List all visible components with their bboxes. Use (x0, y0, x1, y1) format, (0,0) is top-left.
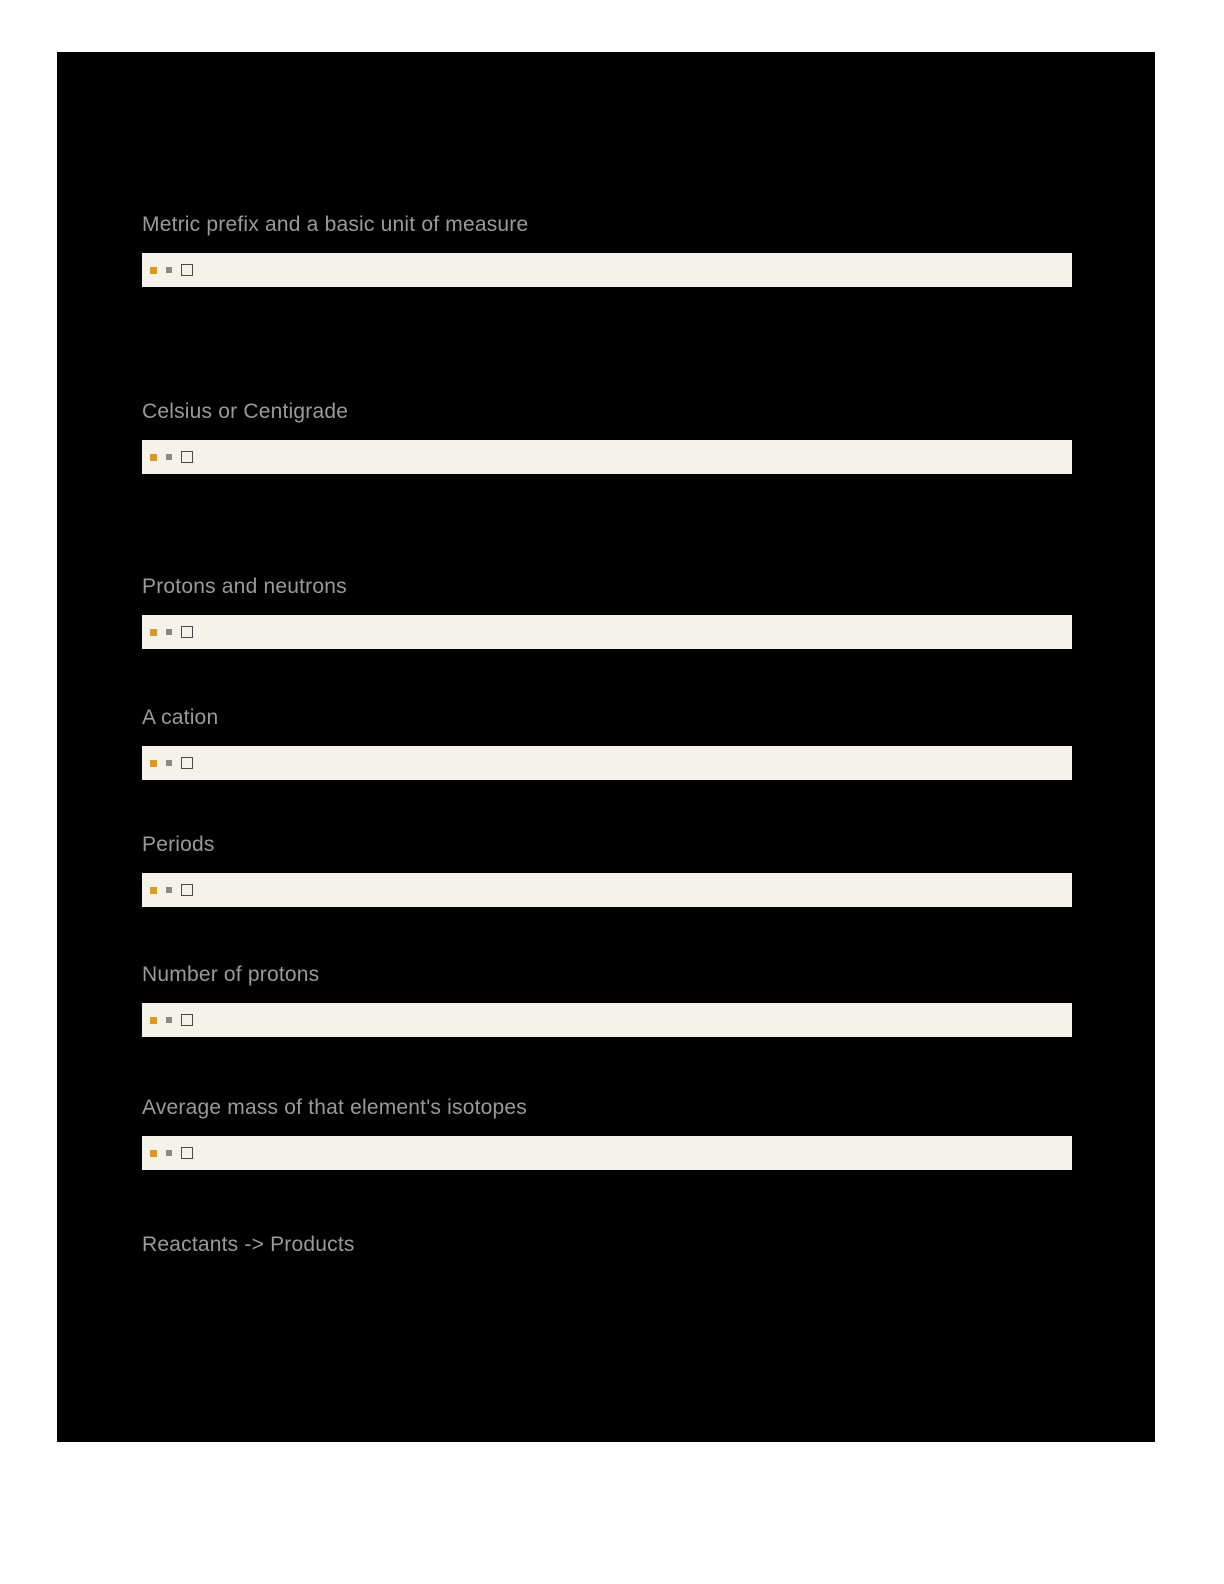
question-block (142, 399, 1072, 474)
question-label: Metric prefix and a basic unit of measure (142, 213, 529, 236)
square-filled-orange-icon (150, 760, 157, 767)
top-spacer (142, 52, 1072, 212)
question-block (142, 705, 1072, 780)
square-outline-icon (181, 626, 193, 638)
square-outline-icon (181, 1014, 193, 1026)
spacer (142, 474, 1072, 574)
spacer (142, 780, 1072, 832)
answer-field[interactable] (142, 1003, 1072, 1037)
question-label: Protons and neutrons (142, 575, 347, 598)
answer-field[interactable] (142, 873, 1072, 907)
square-filled-orange-icon (150, 267, 157, 274)
square-filled-grey-icon (166, 760, 172, 766)
square-outline-icon (181, 1147, 193, 1159)
square-outline-icon (181, 884, 193, 896)
question-block (142, 1095, 1072, 1170)
square-outline-icon (181, 451, 193, 463)
answer-field[interactable] (142, 1136, 1072, 1170)
answer-field[interactable] (142, 746, 1072, 780)
question-block (142, 574, 1072, 649)
square-filled-orange-icon (150, 1017, 157, 1024)
question-label: Average mass of that element's isotopes (142, 1096, 527, 1119)
answer-field[interactable] (142, 615, 1072, 649)
spacer (142, 287, 1072, 399)
spacer (142, 649, 1072, 705)
spacer (142, 1037, 1072, 1095)
square-filled-orange-icon (150, 887, 157, 894)
square-filled-orange-icon (150, 1150, 157, 1157)
square-filled-grey-icon (166, 629, 172, 635)
square-outline-icon (181, 757, 193, 769)
question-block (142, 832, 1072, 907)
question-label: A cation (142, 706, 219, 729)
answer-field[interactable] (142, 440, 1072, 474)
square-filled-grey-icon (166, 454, 172, 460)
document-dark-panel (57, 52, 1155, 1442)
question-block (142, 212, 1072, 287)
square-filled-orange-icon (150, 454, 157, 461)
square-filled-grey-icon (166, 267, 172, 273)
spacer (142, 1170, 1072, 1232)
question-label: Number of protons (142, 963, 320, 986)
question-block (142, 962, 1072, 1037)
question-list (142, 52, 1072, 1258)
question-label: Reactants -> Products (142, 1233, 355, 1256)
square-filled-grey-icon (166, 887, 172, 893)
question-label: Periods (142, 833, 215, 856)
question-block (142, 1232, 1072, 1258)
spacer (142, 907, 1072, 962)
square-filled-grey-icon (166, 1150, 172, 1156)
answer-field[interactable] (142, 253, 1072, 287)
square-filled-orange-icon (150, 629, 157, 636)
square-filled-grey-icon (166, 1017, 172, 1023)
question-label: Celsius or Centigrade (142, 400, 349, 423)
square-outline-icon (181, 264, 193, 276)
